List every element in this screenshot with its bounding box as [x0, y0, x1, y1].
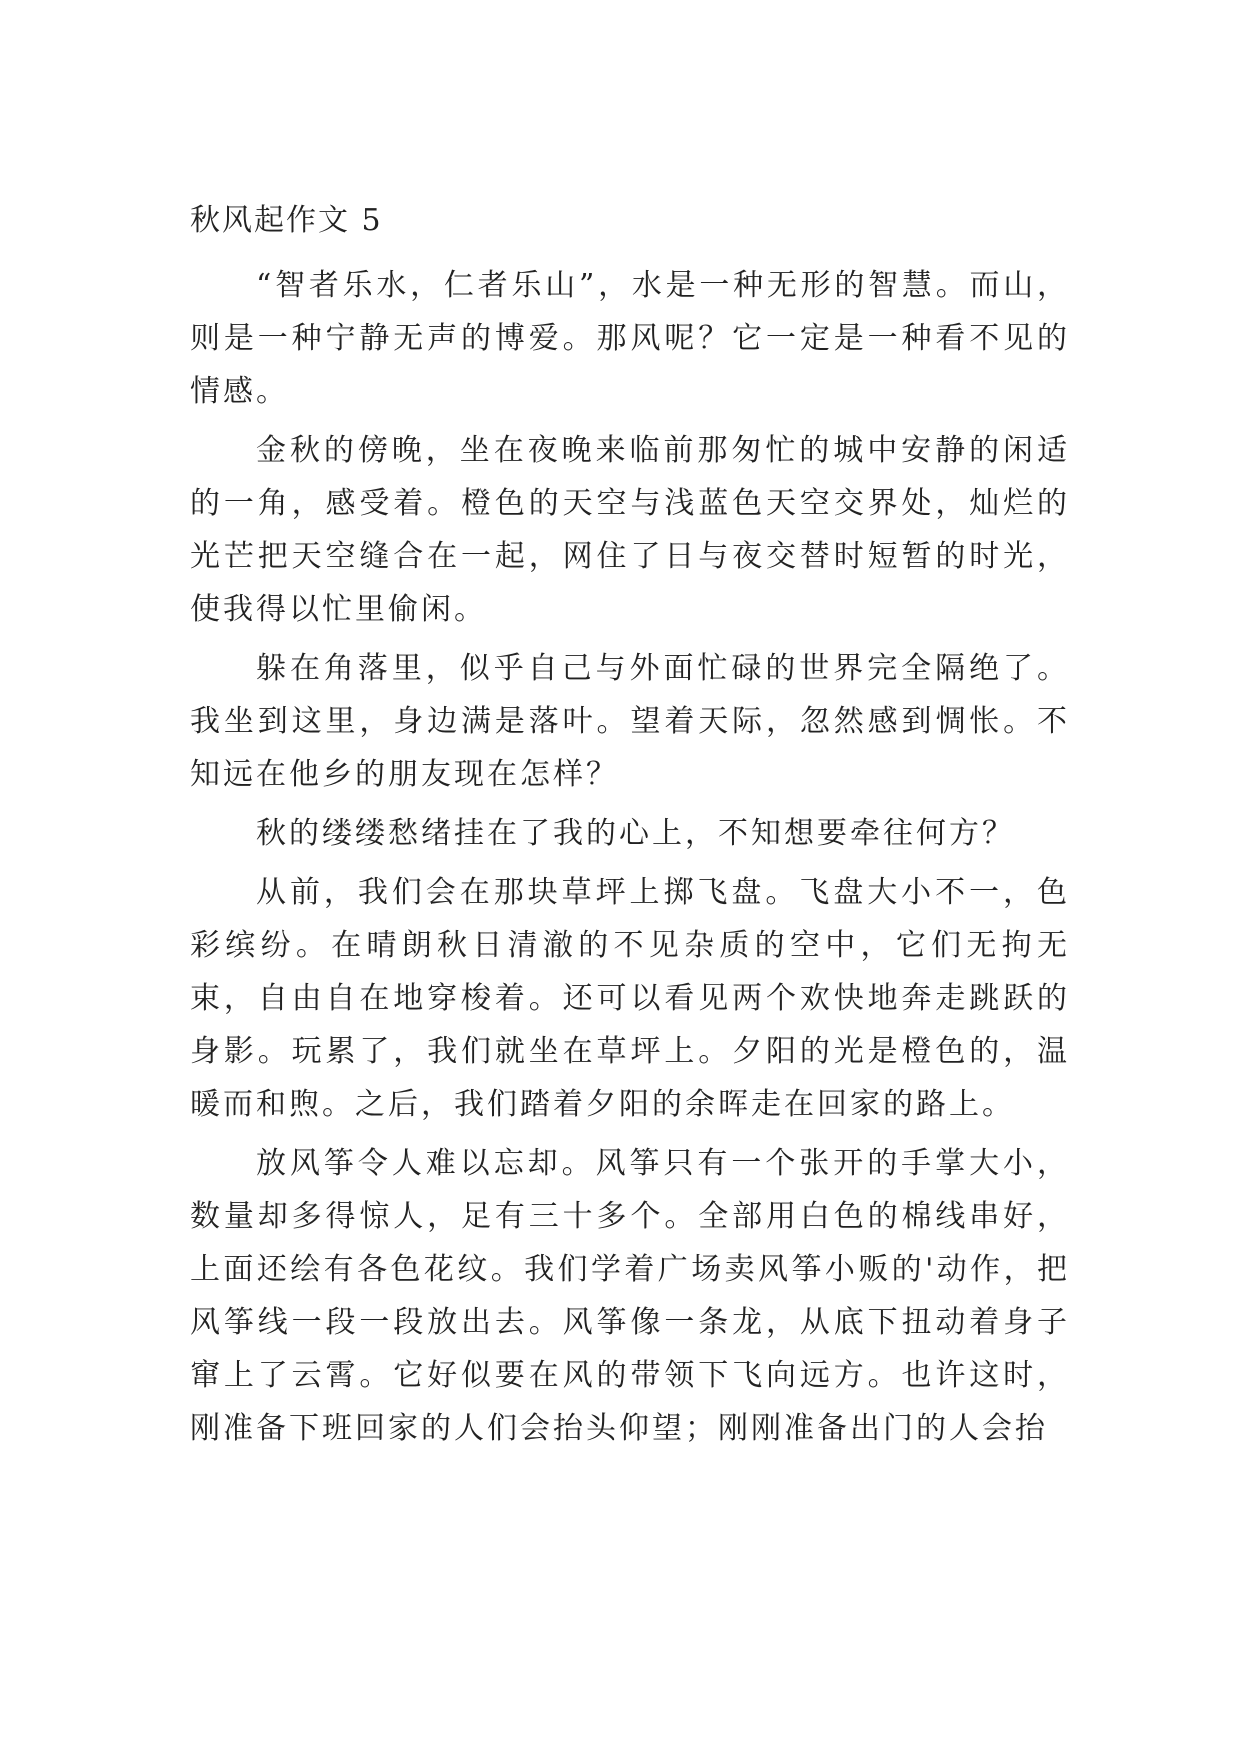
paragraph-3: 躲在角落里，似乎自己与外面忙碌的世界完全隔绝了。我坐到这里，身边满是落叶。望着天际，忽然感到惆怅。不知远在他乡的朋友现在怎样？	[190, 651, 1070, 792]
essay-title: 秋风起作文 5	[190, 203, 383, 238]
paragraph-1: “智者乐水，仁者乐山”，水是一种无形的智慧。而山，则是一种宁静无声的博爱。那风呢？它一定是一种看不见的情感。	[190, 268, 1070, 409]
paragraph-5: 从前，我们会在那块草坪上掷飞盘。飞盘大小不一，色彩缤纷。在晴朗秋日清澈的不见杂质的空中，它们无拘无束，自由自在地穿梭着。还可以看见两个欢快地奔走跳跃的身影。玩累了，我们就坐在草坪上。夕阳的光是橙色的，温暖而和煦。之后，我们踏着夕阳的余晖走在回家的路上。	[190, 875, 1070, 1122]
paragraph-4: 秋的缕缕愁绪挂在了我的心上，不知想要牵往何方？	[256, 816, 1015, 851]
paragraph-6: 放风筝令人难以忘却。风筝只有一个张开的手掌大小，数量却多得惊人，足有三十多个。全部用白色的棉线串好，上面还绘有各色花纹。我们学着广场卖风筝小贩的'动作，把风筝线一段一段放出去。风筝像一条龙，从底下扭动着身子窜上了云霄。它好似要在风的带领下飞向远方。也许这时，刚准备下班回家的人们会抬头仰望；刚刚准备出门的人会抬	[190, 1146, 1070, 1446]
document-body	[190, 196, 1070, 1461]
paragraph-2: 金秋的傍晚，坐在夜晚来临前那匆忙的城中安静的闲适的一角，感受着。橙色的天空与浅蓝色天空交界处，灿烂的光芒把天空缝合在一起，网住了日与夜交替时短暂的时光，使我得以忙里偷闲。	[190, 433, 1070, 627]
